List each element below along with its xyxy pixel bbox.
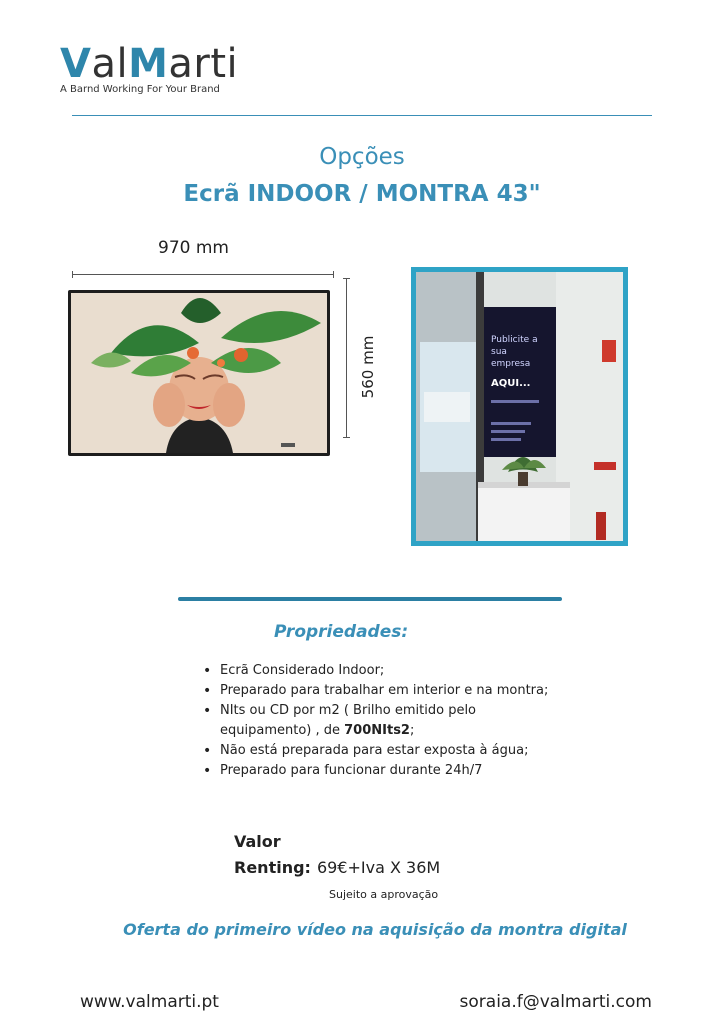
width-dimension-label: 970 mm: [158, 238, 229, 258]
page-header: [0, 140, 724, 214]
approval-note: Sujeito a aprovação: [329, 888, 439, 901]
logo-segment-arti: arti: [168, 41, 239, 87]
renting-row: [234, 858, 440, 877]
footer-email-link[interactable]: soraia.f@valmarti.com: [459, 992, 652, 1012]
list-item: • Não está preparada para estar exposta à água;: [202, 741, 562, 761]
brightness-value: 700NIts2: [344, 723, 410, 738]
page-title: Ecrã INDOOR / MONTRA 43": [183, 181, 541, 207]
list-item: • Ecrã Considerado Indoor;: [202, 661, 562, 681]
renting-label: Renting:: [234, 858, 311, 877]
tv-screen-illustration: [68, 290, 330, 456]
footer-website-link[interactable]: www.valmarti.pt: [80, 992, 219, 1012]
properties-list: [202, 661, 562, 781]
offer-banner: Oferta do primeiro vídeo na aquisição da montra digital: [123, 920, 627, 939]
screen-headline-2: sua: [491, 347, 507, 357]
valor-label: Valor: [234, 832, 281, 851]
brightness-text: NIts ou CD por m2 ( Brilho emitido pelo equipamento) , de: [220, 703, 477, 738]
valmarti-logo: [60, 40, 238, 95]
page-subtitle: Opções: [319, 144, 405, 170]
top-divider: [72, 115, 652, 116]
height-dimension-label: 560 mm: [359, 335, 377, 399]
logo-letter-m: M: [128, 41, 169, 87]
section-divider: [178, 597, 562, 601]
screen-headline-1: Publicite a: [491, 335, 538, 345]
width-dimension-line: [72, 274, 334, 275]
store-photo-frame: [411, 267, 628, 546]
renting-value: 69€+Iva X 36M: [316, 858, 441, 877]
list-item: • Preparado para trabalhar em interior e na montra;: [202, 681, 562, 701]
logo-letter-v: V: [60, 41, 92, 87]
logo-segment-al: al: [91, 41, 129, 87]
height-dimension-line: [346, 278, 347, 438]
store-photo: [416, 272, 623, 541]
list-item-brightness: [202, 701, 562, 741]
screen-headline-4: AQUI...: [491, 378, 531, 389]
list-item: • Preparado para funcionar durante 24h/7: [202, 761, 562, 781]
properties-heading: Propriedades:: [274, 622, 409, 642]
brightness-suffix: ;: [409, 723, 415, 738]
logo-tagline: A Barnd Working For Your Brand: [60, 84, 220, 95]
logo-wordmark: [60, 40, 238, 88]
screen-headline-3: empresa: [491, 359, 531, 369]
tv-artwork: [71, 293, 327, 453]
